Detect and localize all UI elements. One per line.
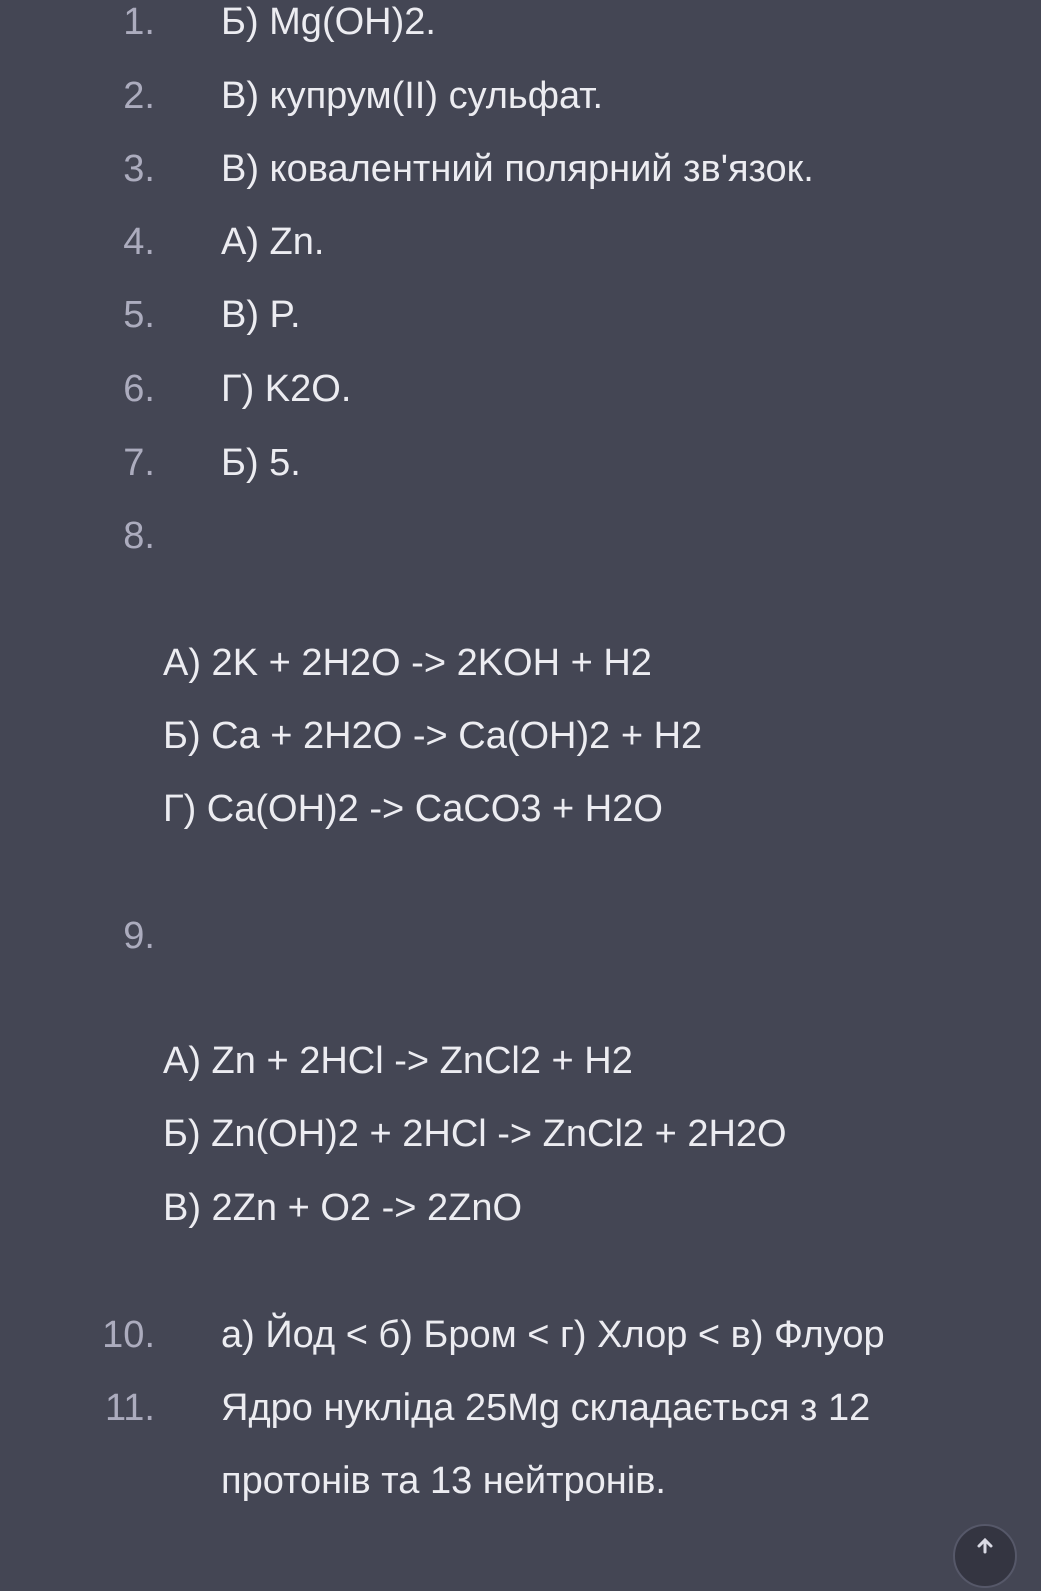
list-item — [0, 206, 1000, 279]
list-number: 8. — [123, 515, 155, 557]
list-text: а) Йод < б) Бром < г) Хлор < в) Флуор — [221, 1314, 885, 1356]
list-item — [0, 500, 1000, 573]
list-text: А) Zn. — [221, 221, 325, 263]
list-number: 11. — [104, 1387, 155, 1429]
list-item — [0, 0, 1000, 59]
list-text: В) P. — [221, 294, 301, 336]
list-item — [0, 900, 1000, 973]
list-item — [0, 353, 1000, 426]
list-text: Ядро нукліда 25Mg складається з 12 — [221, 1387, 871, 1429]
list-item — [0, 1299, 1000, 1372]
list-number: 9. — [123, 915, 155, 957]
arrow-down-icon — [955, 1526, 1015, 1586]
equation-line: А) Zn + 2HCl -> ZnCl2 + H2 — [163, 1040, 633, 1082]
list-text: В) ковалентний полярний зв'язок. — [221, 148, 814, 190]
list-text: Б) 5. — [221, 442, 301, 484]
list-item — [0, 427, 1000, 500]
list-number: 7. — [123, 442, 155, 484]
list-text: В) купрум(II) сульфат. — [221, 75, 604, 117]
list-item — [0, 1372, 1000, 1445]
list-text: протонів та 13 нейтронів. — [221, 1460, 666, 1502]
list-text: Г) K2O. — [221, 368, 352, 410]
list-item-continuation — [0, 1445, 1000, 1518]
list-text: Б) Mg(OH)2. — [221, 1, 436, 43]
list-number: 4. — [123, 221, 155, 263]
list-number: 1. — [123, 1, 155, 43]
list-number: 3. — [123, 148, 155, 190]
list-item — [0, 279, 1000, 352]
equation-line: А) 2K + 2H2O -> 2KOH + H2 — [163, 642, 652, 684]
list-item — [0, 133, 1000, 206]
scroll-down-button[interactable] — [953, 1524, 1017, 1588]
list-number: 5. — [123, 294, 155, 336]
list-number: 10. — [102, 1314, 155, 1356]
equation-line: В) 2Zn + O2 -> 2ZnO — [163, 1187, 523, 1229]
equation-line: Г) Ca(OH)2 -> CaCO3 + H2O — [163, 788, 663, 830]
list-item — [0, 60, 1000, 133]
list-number: 2. — [123, 75, 155, 117]
list-number: 6. — [123, 368, 155, 410]
equation-line: Б) Zn(OH)2 + 2HCl -> ZnCl2 + 2H2O — [163, 1113, 787, 1155]
equation-line: Б) Ca + 2H2O -> Ca(OH)2 + H2 — [163, 715, 703, 757]
